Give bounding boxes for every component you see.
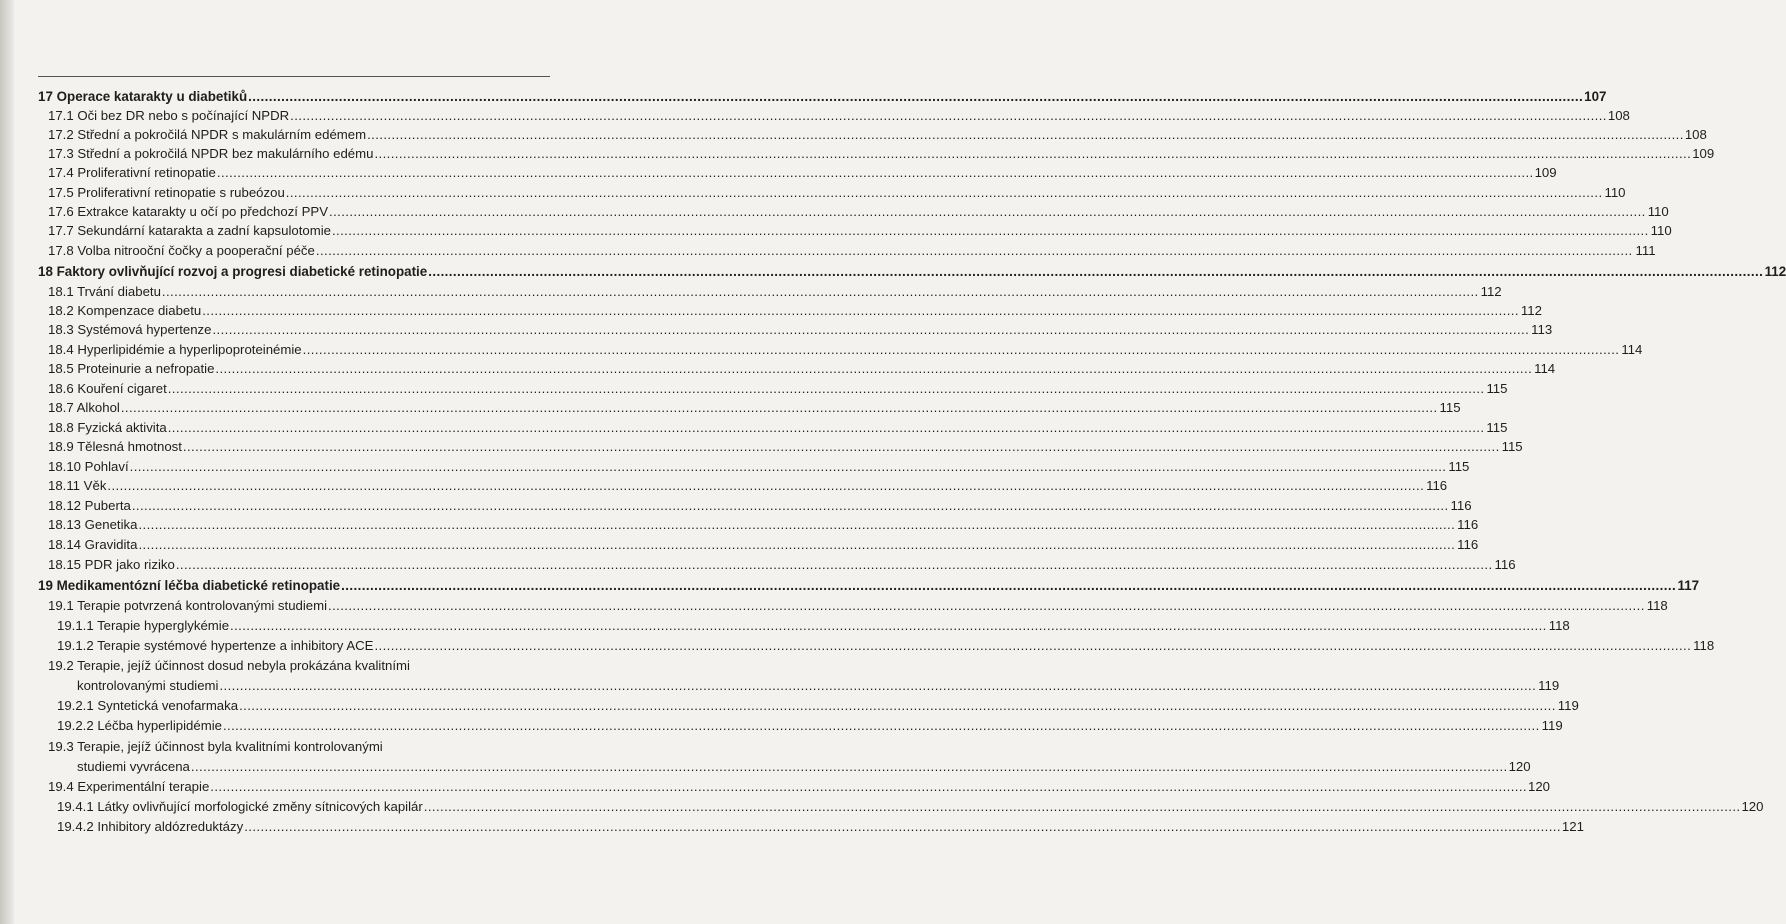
toc-entry-18-1[interactable]: 18.1 Trvání diabetu ..... 112 [48,283,551,301]
toc-entry-17-4[interactable]: 17.4 Proliferativní retinopatie ..... 109 [48,164,551,182]
toc-entry-17-5[interactable]: 17.5 Proliferativní retinopatie s rubeózou ..... 110 [48,184,551,202]
toc-entry-19-3[interactable]: studiemi vyvrácena ..... 120 [77,758,551,776]
toc-entry-17-6[interactable]: 17.6 Extrakce katarakty u očí po předchozí PPV ..... 110 [48,203,551,221]
toc-entry-17-8[interactable]: 17.8 Volba nitrooční čočky a pooperační péče ..... 111 [48,242,551,260]
toc-entry-18-4[interactable]: 18.4 Hyperlipidémie a hyperlipoproteinémie ..... 114 [48,341,551,359]
toc-entry-19-3-line1[interactable]: 19.3 Terapie, jejíž účinnost byla kvalitními kontrolovanými [48,739,383,754]
toc-entry-18-8[interactable]: 18.8 Fyzická aktivita ..... 115 [48,419,551,437]
toc-entry-18-11[interactable]: 18.11 Věk ..... 116 [48,477,551,495]
toc-entry-18-10[interactable]: 18.10 Pohlaví ..... 115 [48,458,551,476]
toc-entry-18-13[interactable]: 18.13 Genetika ..... 116 [48,516,551,534]
toc-entry-18-6[interactable]: 18.6 Kouření cigaret ..... 115 [48,380,551,398]
toc-entry-17-7[interactable]: 17.7 Sekundární katarakta a zadní kapsulotomie ..... 110 [48,222,551,240]
toc-entry-19-4[interactable]: 19.4 Experimentální terapie ..... 120 [48,778,551,796]
toc-entry-17-3[interactable]: 17.3 Střední a pokročilá NPDR bez makulárního edému ..... 109 [48,145,551,163]
toc-entry-17-2[interactable]: 17.2 Střední a pokročilá NPDR s makulárním edémem ..... 108 [48,126,551,144]
toc-entry-19-2-2[interactable]: 19.2.2 Léčba hyperlipidémie ..... 119 [57,717,551,735]
toc-entry-18-2[interactable]: 18.2 Kompenzace diabetu ..... 112 [48,302,551,320]
toc-entry-18-14[interactable]: 18.14 Gravidita ..... 116 [48,536,551,554]
toc-chapter-18[interactable]: 18 Faktory ovlivňující rozvoj a progresi diabetické retinopatie ..... 112 [38,263,551,281]
toc-entry-18-15[interactable]: 18.15 PDR jako riziko ..... 116 [48,556,551,574]
toc-entry-18-9[interactable]: 18.9 Tělesná hmotnost ..... 115 [48,438,551,456]
toc-entry-17-1[interactable]: 17.1 Oči bez DR nebo s počínající NPDR ..... 108 [48,107,551,125]
toc-entry-19-1-2[interactable]: 19.1.2 Terapie systémové hypertenze a inhibitory ACE ..... 118 [57,637,551,655]
toc-entry-19-2-1[interactable]: 19.2.1 Syntetická venofarmaka ..... 119 [57,697,551,715]
toc-entry-19-4-2[interactable]: 19.4.2 Inhibitory aldózreduktázy ..... 121 [57,818,551,836]
toc-entry-18-3[interactable]: 18.3 Systémová hypertenze ..... 113 [48,321,551,339]
toc-entry-19-4-1[interactable]: 19.4.1 Látky ovlivňující morfologické změny sítnicových kapilár ..... 120 [57,798,551,816]
toc-entry-18-7[interactable]: 18.7 Alkohol ..... 115 [48,399,551,417]
toc-entry-18-5[interactable]: 18.5 Proteinurie a nefropatie ..... 114 [48,360,551,378]
toc-entry-19-2[interactable]: kontrolovanými studiemi ..... 119 [77,677,551,695]
toc-chapter-19[interactable]: 19 Medikamentózní léčba diabetické retinopatie ..... 117 [38,577,551,595]
toc-entry-18-12[interactable]: 18.12 Puberta ..... 116 [48,497,551,515]
toc-entry-19-2-line1[interactable]: 19.2 Terapie, jejíž účinnost dosud nebyla prokázána kvalitními [48,658,410,673]
toc-entry-19-1[interactable]: 19.1 Terapie potvrzená kontrolovanými studiemi ..... 118 [48,597,551,615]
toc-entry-19-1-1[interactable]: 19.1.1 Terapie hyperglykémie ..... 118 [57,617,551,635]
toc-chapter-17[interactable]: 17 Operace katarakty u diabetiků ..... 107 [38,88,551,106]
